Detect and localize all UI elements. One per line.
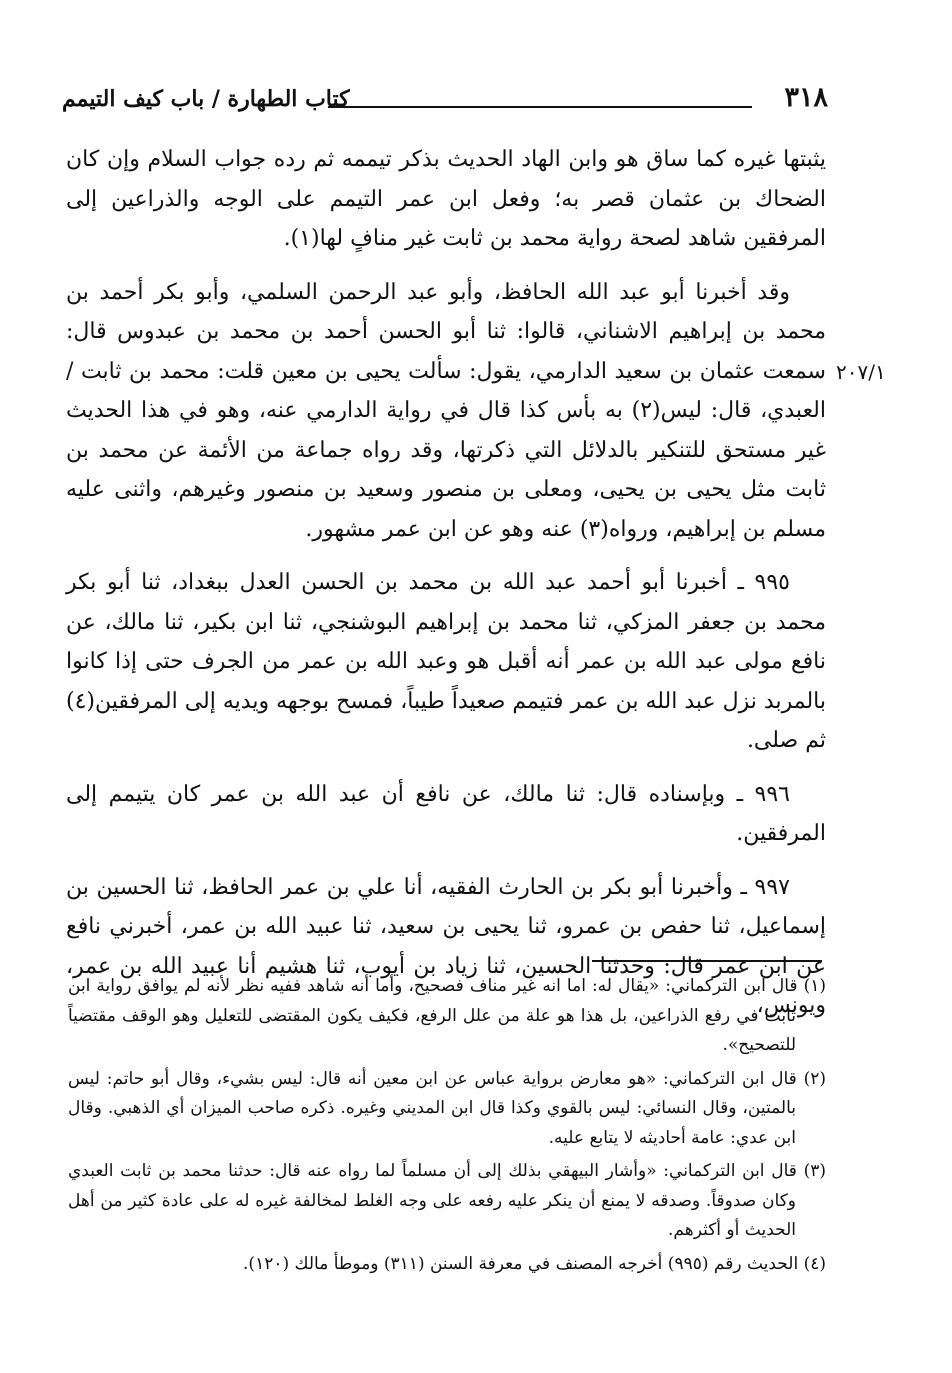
paragraph-continuation: يثبتها غيره كما ساق هو وابن الهاد الحديث بذكر تيممه ثم رده جواب السلام وإن كان الضحاك بن عثمان قصر به؛ وفعل ابن عمر التيمم على الوجه والذراعين إلى المرفقين شاهد لصحة رواية محمد بن ثابت غير منافٍ لها(١). xyxy=(66,147,826,251)
running-title: كتاب الطهارة / باب كيف التيمم xyxy=(62,86,350,112)
footnote-2: (٢) قال ابن التركماني: «هو معارض برواية عباس عن ابن معين أنه قال: ليس بشيء، وقال أبو حاتم: ليس بالمتين، وقال النسائي: ليس بالقوي وكذا قال ابن المديني وغيره. ذكره صاحب الميزان أي الذهبي. وقال ابن عدي: عامة أحاديثه لا يتابع عليه. xyxy=(68,1068,826,1148)
footnotes xyxy=(68,972,826,1283)
footnote-3: (٣) قال ابن التركماني: «وأشار البيهقي بذلك إلى أن مسلماً لما رواه عنه قال: حدثنا محمد بن ثابت العبدي وكان صدوقاً. وصدقه لا يمنع أن ينكر عليه رفعه على وجه الغلط لمخالفة غيره له على عادة كثير من أهل الحديث أو أكثرهم. xyxy=(68,1161,826,1240)
header-rule xyxy=(328,106,752,108)
page-number: ٣١٨ xyxy=(784,82,828,113)
hadith-997: ٩٩٧ ـ وأخبرنا أبو بكر بن الحارث الفقيه، أنا علي بن عمر الحافظ، ثنا الحسين بن إسماعيل، ثنا حفص بن عمرو، ثنا يحيى بن سعيد، ثنا عبيد الله بن عمر، أخبرني نافع عن ابن عمر قال: وحدثنا الحسين، ثنا زياد بن أيوب، ثنا هشيم أنا عبيد الله بن عمر، ويونس، xyxy=(66,874,826,1018)
footnote-separator xyxy=(592,960,822,962)
footnote-4: (٤) الحديث رقم (٩٩٥) أخرجه المصنف في معرفة السنن (٣١١) وموطأ مالك (١٢٠). xyxy=(243,1253,826,1274)
footnote-1: (١) قال ابن التركماني: «يقال له: اما انه غير مناف فصحيح، وأما أنه شاهد ففيه نظر لأنه لم يوافق رواية ابن ثابت في رفع الذراعين، بل هذا هو علة من علل الرفع، فكيف يكون المقتضى للتعليل وهو الوقف مقتضياً للتصحيح». xyxy=(68,976,826,1055)
main-text xyxy=(66,140,826,1040)
margin-volume-page-note: ٢٠٧/١ xyxy=(836,360,886,384)
paragraph: وقد أخبرنا أبو عبد الله الحافظ، وأبو عبد الرحمن السلمي، وأبو بكر أحمد بن محمد بن إبراهيم الاشناني، قالوا: ثنا أبو الحسن أحمد بن محمد بن عبدوس قال: سمعت عثمان بن سعيد الدارمي، يقول: سألت يحيى بن معين قلت: محمد بن ثابت / العبدي، قال: ليس(٢) به بأس كذا قال في رواية الدارمي عنه، وهو في هذا الحديث غير مستحق للتنكير بالدلائل التي ذكرتها، وقد رواه جماعة من الأئمة عن محمد بن ثابت مثل يحيى بن يحيى، ومعلى بن منصور وسعيد بن منصور وغيرهم، واثنى عليه مسلم بن إبراهيم، ورواه(٣) عنه وهو عن ابن عمر مشهور. xyxy=(66,279,827,542)
hadith-996: ٩٩٦ ـ وبإسناده قال: ثنا مالك، عن نافع أن عبد الله بن عمر كان يتيمم إلى المرفقين. xyxy=(66,781,826,846)
page-header xyxy=(62,82,828,118)
hadith-995: ٩٩٥ ـ أخبرنا أبو أحمد عبد الله بن محمد بن الحسن العدل ببغداد، ثنا أبو بكر محمد بن جعفر المزكي، ثنا محمد بن إبراهيم البوشنجي، ثنا ابن بكير، ثنا مالك، عن نافع مولى عبد الله بن عمر أنه أقبل هو وعبد الله بن عمر من الجرف حتى إذا كانوا بالمربد نزل عبد الله بن عمر فتيمم صعيداً طيباً، فمسح بوجهه ويديه إلى المرفقين(٤) ثم صلى. xyxy=(66,570,826,753)
